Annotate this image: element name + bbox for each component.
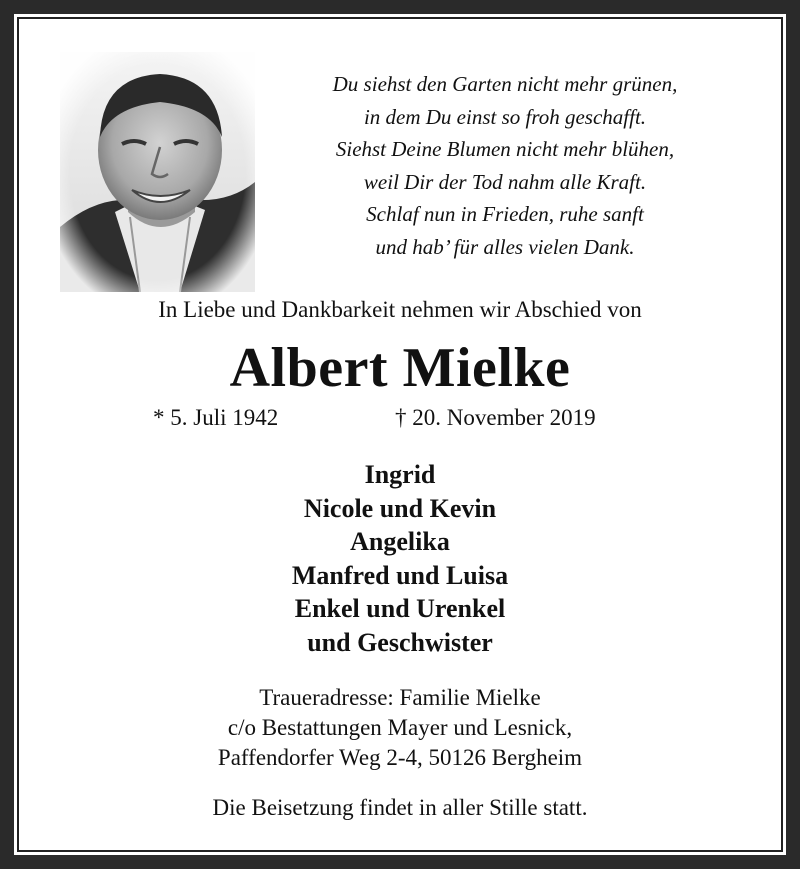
- poem-line: Schlaf nun in Frieden, ruhe sanft: [366, 202, 644, 226]
- mourner-line: Ingrid: [364, 460, 436, 489]
- mourner-line: Enkel und Urenkel: [294, 594, 506, 623]
- mourners-list: [0, 458, 800, 659]
- address-line: Traueradresse: Familie Mielke: [259, 685, 541, 710]
- poem-line: und hab’ für alles vielen Dank.: [375, 234, 635, 259]
- death-date: † 20. November 2019: [395, 405, 596, 430]
- intro-text: In Liebe und Dankbarkeit nehmen wir Abschied von: [158, 297, 642, 322]
- mourner-line: Angelika: [350, 527, 450, 556]
- address-line: Paffendorfer Weg 2-4, 50126 Bergheim: [217, 745, 583, 770]
- memorial-poem: [270, 68, 740, 263]
- birth-date: * 5. Juli 1942: [153, 405, 279, 430]
- address-line: c/o Bestattungen Mayer und Lesnick,: [227, 715, 573, 740]
- poem-line: Du siehst den Garten nicht mehr grünen,: [332, 72, 678, 96]
- burial-note: Die Beisetzung findet in aller Stille statt.: [212, 795, 588, 820]
- portrait-photo: [60, 52, 255, 292]
- mourner-line: Manfred und Luisa: [291, 560, 509, 590]
- mourner-line: Nicole und Kevin: [303, 493, 497, 523]
- poem-line: in dem Du einst so froh geschafft.: [363, 104, 647, 129]
- condolence-address: [0, 683, 800, 773]
- deceased-name: Albert Mielke: [229, 337, 571, 399]
- poem-line: weil Dir der Tod nahm alle Kraft.: [363, 169, 647, 194]
- mourner-line: und Geschwister: [307, 627, 493, 657]
- poem-line: Siehst Deine Blumen nicht mehr blühen,: [335, 137, 675, 161]
